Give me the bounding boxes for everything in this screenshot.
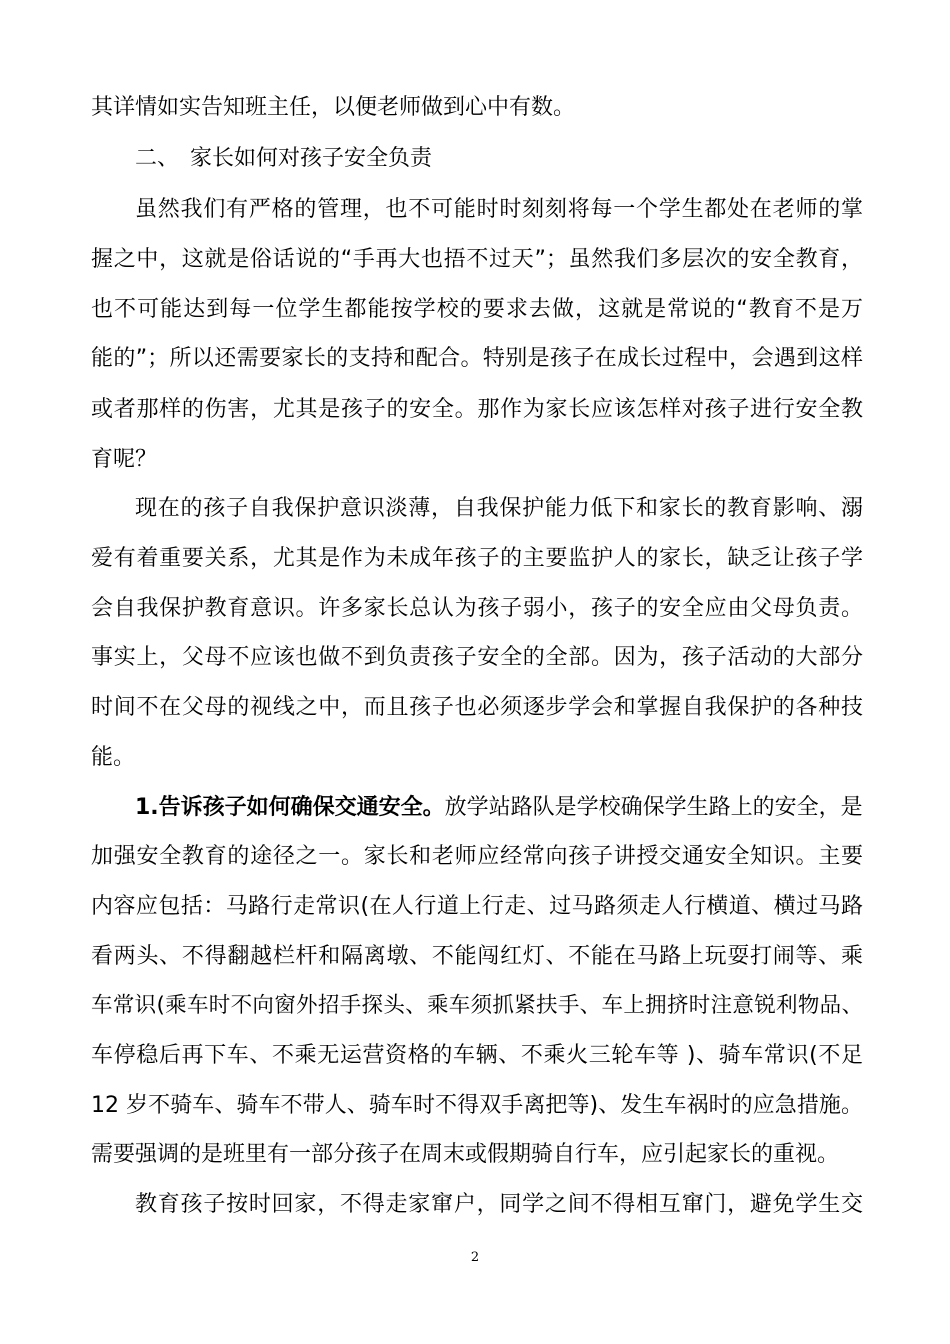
page-number: 2 bbox=[470, 1250, 480, 1265]
text-line: 时间不在父母的视线之中，而且孩子也必须逐步学会和掌握自我保护的各种技 bbox=[91, 695, 863, 720]
text-line: 事实上，父母不应该也做不到负责孩子安全的全部。因为，孩子活动的大部分 bbox=[91, 645, 863, 670]
text-line: 车常识(乘车时不向窗外招手探头、乘车须抓紧扶手、车上拥挤时注意锐利物品、 bbox=[91, 993, 863, 1018]
text-line: 需要强调的是班里有一部分孩子在周末或假期骑自行车，应引起家长的重视。 bbox=[91, 1142, 840, 1167]
text-line: 会自我保护教育意识。许多家长总认为孩子弱小，孩子的安全应由父母负责。 bbox=[91, 596, 863, 621]
paragraph-first-line bbox=[135, 793, 863, 823]
text-line: 12 岁不骑车、骑车不带人、骑车时不得双手离把等)、发生车祸时的应急措施。 bbox=[91, 1093, 863, 1118]
text-line: 加强安全教育的途径之一。家长和老师应经常向孩子讲授交通安全知识。主要 bbox=[91, 844, 863, 869]
text-line: 其详情如实告知班主任，以便老师做到心中有数。 bbox=[91, 95, 576, 120]
text-line: 握之中，这就是俗话说的“手再大也捂不过天”；虽然我们多层次的安全教育， bbox=[91, 247, 863, 272]
text-line: 能的”；所以还需要家长的支持和配合。特别是孩子在成长过程中，会遇到这样 bbox=[91, 346, 863, 371]
bold-heading: 1.告诉孩子如何确保交通安全。 bbox=[135, 795, 445, 820]
text-line: 看两头、不得翻越栏杆和隔离墩、不能闯红灯、不能在马路上玩耍打闹等、乘 bbox=[91, 944, 863, 969]
text-line: 也不可能达到每一位学生都能按学校的要求去做，这就是常说的“教育不是万 bbox=[91, 297, 863, 322]
text-line: 教育孩子按时回家，不得走家窜户，同学之间不得相互窜门，避免学生交 bbox=[135, 1192, 863, 1217]
text-line: 或者那样的伤害，尤其是孩子的安全。那作为家长应该怎样对孩子进行安全教 bbox=[91, 397, 863, 422]
text-span: 放学站路队是学校确保学生路上的安全，是 bbox=[444, 795, 863, 820]
text-line: 车停稳后再下车、不乘无运营资格的车辆、不乘火三轮车等 )、骑车常识(不足 bbox=[91, 1043, 863, 1068]
text-line: 内容应包括：马路行走常识(在人行道上行走、过马路须走人行横道、横过马路 bbox=[91, 894, 863, 919]
text-line: 现在的孩子自我保护意识淡薄，自我保护能力低下和家长的教育影响、溺 bbox=[135, 496, 863, 521]
text-line: 育呢？ bbox=[91, 447, 158, 472]
text-line: 爱有着重要关系，尤其是作为未成年孩子的主要监护人的家长，缺乏让孩子学 bbox=[91, 546, 863, 571]
text-line: 能。 bbox=[91, 745, 136, 770]
text-line: 虽然我们有严格的管理，也不可能时时刻刻将每一个学生都处在老师的掌 bbox=[135, 197, 863, 222]
section-heading: 二、 家长如何对孩子安全负责 bbox=[135, 146, 433, 171]
